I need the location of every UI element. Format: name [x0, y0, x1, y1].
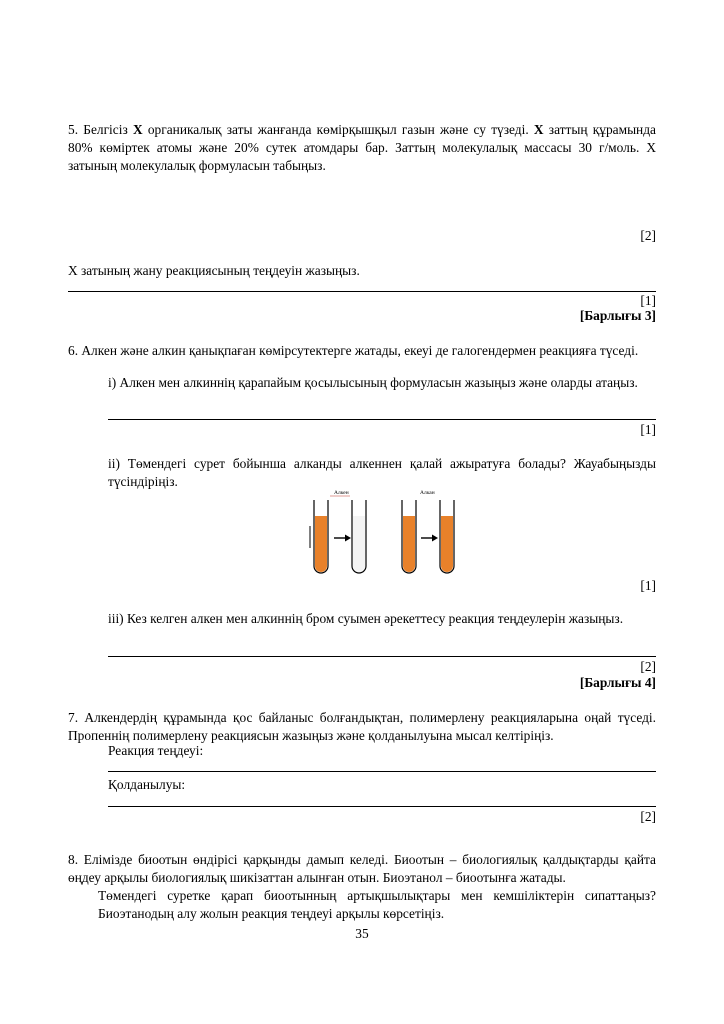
orange-liquid-1 — [315, 516, 327, 572]
answer-line — [108, 771, 656, 772]
orange-liquid-3 — [403, 516, 415, 572]
tube-label-alkene: Алкен — [334, 490, 349, 496]
answer-line — [108, 419, 656, 420]
q5-total: [Барлығы 3] — [579, 308, 656, 323]
q7-intro: 7. Алкендердің құрамында қос байланыс болғандықтан, полимерлену реакцияларына оңай түседі. Пропеннің полимерлену реакциясын жазыңыз және қолданылуына мысал келтіріңіз. — [68, 710, 656, 743]
q6-mark-3: [2] — [640, 659, 656, 674]
answer-line — [68, 291, 656, 292]
q6-intro: 6. Алкен және алкин қанықпаған көмірсутектерге жатады, екеуі де галогендермен реакцияға түседі. — [68, 343, 639, 358]
answer-line — [108, 806, 656, 807]
q5-mark-1: [2] — [640, 228, 656, 243]
q6-mark-2: [1] — [640, 578, 656, 593]
answer-line — [108, 656, 656, 657]
test-tubes-diagram — [300, 486, 470, 581]
q7-usage-label: Қолданылуы: — [108, 777, 186, 792]
clear-liquid — [353, 516, 365, 572]
q8-task: Төмендегі суретке қарап биоотынның артықшылықтары мен кемшіліктерін сипаттаңыз? Биоэтанодың алу жолын реакция теңдеуі арқылы көрсетіңіз. — [98, 888, 656, 921]
q7-mark: [2] — [640, 809, 656, 824]
q5-prompt-2: X затының жану реакциясының теңдеуін жазыңыз. — [68, 263, 360, 278]
q7-reaction-label: Реакция теңдеуі: — [108, 743, 204, 758]
arrow-head — [432, 535, 438, 542]
tube-label-alkane: Алкан — [420, 490, 435, 496]
q6-sub-2: ii) Төмендегі сурет бойынша алканды алкеннен қалай ажыратуға болады? Жауабыңызды түсіндіріңіз. — [108, 456, 656, 489]
q5-mark-2: [1] — [640, 293, 656, 308]
q5-text: 5. Белгісіз X органикалық заты жанғанда көмірқышқыл газын және су түзеді. X заттың құрамында 80% көміртек атомы және 20% сутек атомдары бар. Заттың молекулалық массасы 30 г/моль. X затының молекулалық формуласын табыңыз. — [68, 122, 656, 173]
arrow-head — [345, 535, 351, 542]
q6-mark-1: [1] — [640, 422, 656, 437]
q8-intro: 8. Елімізде биоотын өндірісі қарқынды дамып келеді. Биоотын – биологиялық қалдықтарды қайта өңдеу арқылы биологиялық шикізаттан алынған отын. Биоэтанол – биоотынға жатады. — [68, 852, 656, 885]
q6-sub-3: iii) Кез келген алкен мен алкиннің бром суымен әрекеттесу реакция теңдеулерін жазыңыз. — [108, 611, 624, 626]
q6-total: [Барлығы 4] — [579, 675, 656, 690]
page-number: 35 — [355, 926, 369, 941]
test-tube-figure — [300, 486, 470, 581]
orange-liquid-4 — [441, 516, 453, 572]
q6-sub-1: i) Алкен мен алкиннің қарапайым қосылысының формуласын жазыңыз және оларды атаңыз. — [108, 375, 638, 390]
